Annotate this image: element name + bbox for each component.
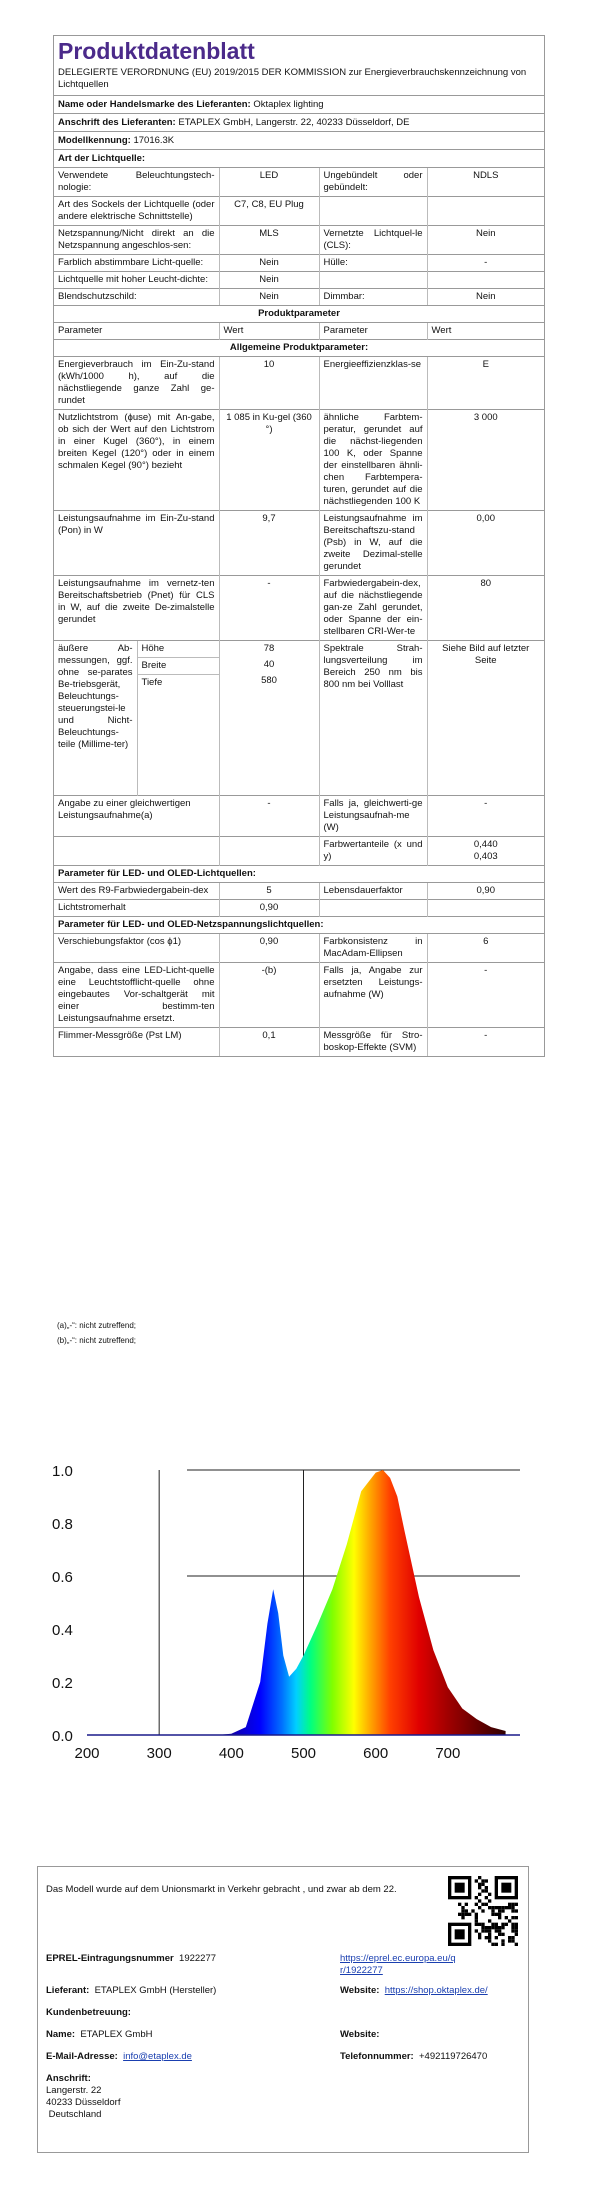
type-row	[54, 272, 544, 289]
pon-value: 9,7	[219, 511, 319, 576]
energy-value: 10	[219, 357, 319, 410]
name-row	[46, 2029, 152, 2040]
supplier-row	[46, 1985, 216, 1996]
r9-label: Wert des R9-Farbwiedergabein-dex	[54, 883, 219, 900]
website-link[interactable]: https://shop.oktaplex.de/	[384, 1985, 488, 1996]
col-param-2: Parameter	[319, 323, 427, 340]
flicker-label: Flimmer-Messgröße (Pst LM)	[54, 1028, 219, 1057]
footnotes	[57, 1318, 136, 1348]
website-label: Website:	[340, 1985, 380, 1996]
dim-width-label: Breite	[138, 658, 219, 675]
type-value-right	[427, 197, 544, 226]
equiv-value: -	[219, 796, 319, 837]
light-source-type-table	[54, 167, 544, 305]
x-tick-label: 700	[435, 1745, 461, 1762]
type-row	[54, 168, 544, 197]
email-row	[46, 2051, 192, 2062]
dim-depth-value: 580	[261, 675, 277, 686]
address-block	[46, 2073, 120, 2121]
type-value-left: Nein	[219, 272, 319, 289]
dimension-row	[54, 641, 544, 796]
r9-value: 5	[219, 883, 319, 900]
type-label-left: Farblich abstimmbare Licht-quelle:	[54, 255, 219, 272]
supplier-value: ETAPLEX GmbH (Hersteller)	[94, 1985, 217, 1996]
flicker-row	[54, 1028, 544, 1057]
type-label-left: Art des Sockels der Lichtquelle (oder andere elektrische Schnittstelle)	[54, 197, 219, 226]
equivalent-row	[54, 796, 544, 837]
mains-header: Parameter für LED- und OLED-Netzspannungslichtquellen:	[54, 917, 544, 934]
allgemeine-header: Allgemeine Produktparameter:	[54, 340, 544, 357]
spectral-label: Spektrale Strah-lungsverteilung im Bereich 250 nm bis 800 nm bei Volllast	[319, 641, 427, 796]
mains-header-row	[54, 917, 544, 934]
flux-label: Nutzlichtstrom (ɸuse) mit An-gabe, ob sich der Wert auf den Lichtstrom in einer Kugel (360°), in einem breiten Kegel (120°) oder in einem schmalen Kegel (90°) bezieht	[54, 410, 219, 511]
type-value-left: Nein	[219, 289, 319, 306]
website2-label: Website:	[340, 2029, 380, 2040]
cri-value: 80	[427, 576, 544, 641]
chroma-label: Farbwertanteile (x und y)	[319, 837, 427, 866]
type-label-right: Ungebündelt oder gebündelt:	[319, 168, 427, 197]
pnet-label: Leistungsaufnahme im vernetz-ten Bereitschaftsbetrieb (Pnet) für CLS in W, auf die zweite De-zimalstelle gerundet	[54, 576, 219, 641]
chroma-x-value: 0,440	[473, 839, 498, 850]
website2-row	[340, 2029, 379, 2040]
led-header-row	[54, 866, 544, 883]
type-value-right: -	[427, 255, 544, 272]
y-tick-label: 0.8	[52, 1516, 73, 1533]
svm-value: -	[427, 1028, 544, 1057]
dim-depth-label: Tiefe	[141, 677, 163, 688]
y-tick-label: 0.0	[52, 1728, 73, 1745]
pnet-value: -	[219, 576, 319, 641]
r9-row	[54, 883, 544, 900]
x-tick-label: 600	[363, 1745, 389, 1762]
spectrum-area	[87, 1470, 506, 1735]
maint-empty-value	[427, 900, 544, 917]
type-label-right: Dimmbar:	[319, 289, 427, 306]
flicker-value: 0,1	[219, 1028, 319, 1057]
supplier-name-row	[54, 95, 544, 113]
energy-label: Energieverbrauch im Ein-Zu-stand (kWh/1000 h), auf die nächstliegende ganze Zahl ge-rundet	[54, 357, 219, 410]
address-line-2: 40233 Düsseldorf	[46, 2097, 121, 2108]
type-label-left: Netzspannung/Nicht direkt an die Netzspannung angeschlos-sen:	[54, 226, 219, 255]
name-label: Name:	[46, 2029, 76, 2040]
type-row	[54, 289, 544, 306]
type-label-left: Verwendete Beleuchtungstech-nologie:	[54, 168, 219, 197]
chroma-empty-value	[219, 837, 319, 866]
spectral-value: Siehe Bild auf letzter Seite	[427, 641, 544, 796]
type-label: Art der Lichtquelle:	[58, 153, 146, 164]
model-label: Modellkennung:	[58, 135, 131, 146]
footnote-b: (b)„-“: nicht zutreffend;	[57, 1336, 136, 1345]
address-label: Anschrift:	[46, 2073, 91, 2084]
type-header	[54, 149, 544, 167]
dimension-label: äußere Ab-messungen, ggf. ohne se-parates Be-triebsgerät, Beleuchtungs-steuerungstei-le und Nicht-Beleuchtungs-teile (Millime-ter)	[54, 641, 137, 796]
dim-width-value: 40	[263, 659, 275, 670]
type-label-left: Lichtquelle mit hoher Leucht-dichte:	[54, 272, 219, 289]
cosphi-label: Verschiebungsfaktor (cos ϕ1)	[54, 934, 219, 963]
type-value-left: Nein	[219, 255, 319, 272]
supplier-address-value: ETAPLEX GmbH, Langerstr. 22, 40233 Düsseldorf, DE	[178, 117, 410, 128]
cri-label: Farbwiedergabein-dex, auf die nächstliegende gan-ze Zahl gerundet, oder Spanne der ein-stellbaren CRI-Wer-te	[319, 576, 427, 641]
market-text: Das Modell wurde auf dem Unionsmarkt in Verkehr gebracht , und zwar ab dem 22.	[46, 1884, 397, 1895]
produktparameter-header-row	[54, 306, 544, 323]
phone-label: Telefonnummer:	[340, 2051, 414, 2062]
chroma-y-value: 0,403	[473, 851, 498, 862]
x-tick-label: 200	[74, 1745, 100, 1762]
replace-value: -(b)	[219, 963, 319, 1028]
name-value: ETAPLEX GmbH	[80, 2029, 153, 2040]
type-value-right: Nein	[427, 289, 544, 306]
equiv-label: Angabe zu einer gleichwertigen Leistungsaufnahme(a)	[54, 796, 219, 837]
chromaticity-row	[54, 837, 544, 866]
dim-height-value: 78	[263, 643, 275, 654]
type-value-left: MLS	[219, 226, 319, 255]
life-value: 0,90	[427, 883, 544, 900]
pnet-row	[54, 576, 544, 641]
page-title: Produktdatenblatt	[58, 38, 255, 64]
website-row	[340, 1985, 488, 1996]
life-label: Lebensdauerfaktor	[319, 883, 427, 900]
col-param-1: Parameter	[54, 323, 219, 340]
y-tick-label: 0.2	[52, 1675, 73, 1692]
supplier-label: Lieferant:	[46, 1985, 90, 1996]
address-line-1: Langerstr. 22	[46, 2085, 102, 2096]
type-label-right	[319, 272, 427, 289]
type-value-left: LED	[219, 168, 319, 197]
type-label-right	[319, 197, 427, 226]
chroma-empty-label	[54, 837, 219, 866]
product-information-box	[37, 1866, 529, 2153]
macadam-label: Farbkonsistenz in MacAdam-Ellipsen	[319, 934, 427, 963]
type-value-right: NDLS	[427, 168, 544, 197]
pon-row	[54, 511, 544, 576]
replacement-row	[54, 963, 544, 1028]
customer-service-row	[46, 2007, 131, 2018]
supplier-name-value: Oktaplex lighting	[253, 99, 324, 110]
column-header-row	[54, 323, 544, 340]
y-tick-label: 1.0	[52, 1463, 73, 1480]
flux-row	[54, 410, 544, 511]
cosphi-row	[54, 934, 544, 963]
equiv2-value: -	[427, 796, 544, 837]
eprel-value: 1922277	[179, 1953, 217, 1964]
supplier-name-label: Name oder Handelsmarke des Lieferanten:	[58, 99, 251, 110]
spectral-distribution-chart	[40, 1450, 540, 1770]
maint-label: Lichtstromerhalt	[54, 900, 219, 917]
cosphi-value: 0,90	[219, 934, 319, 963]
qr-code-icon	[448, 1876, 518, 1946]
pon-label: Leistungsaufnahme im Ein-Zu-stand (Pon) in W	[54, 511, 219, 576]
supplier-address-row	[54, 113, 544, 131]
eeclass-label: Energieeffizienzklas-se	[319, 357, 427, 410]
type-value-left: C7, C8, EU Plug	[219, 197, 319, 226]
type-value-right	[427, 272, 544, 289]
dimension-values	[219, 641, 319, 796]
eprel-link[interactable]: https://eprel.ec.europa.eu/qr/1922277	[340, 1953, 456, 1976]
eprel-row	[46, 1953, 216, 1964]
phone-value: +492119726470	[419, 2051, 488, 2062]
replace2-value: -	[427, 963, 544, 1028]
type-label-right: Vernetzte Lichtquel-le (CLS):	[319, 226, 427, 255]
email-link[interactable]: info@etaplex.de	[123, 2051, 192, 2062]
psb-value: 0,00	[427, 511, 544, 576]
maint-value: 0,90	[219, 900, 319, 917]
dim-height-label: Höhe	[138, 641, 219, 658]
type-row	[54, 197, 544, 226]
produktparameter-header: Produktparameter	[54, 306, 544, 323]
dimension-sublabels	[137, 641, 219, 796]
regulation-subtitle: DELEGIERTE VERORDNUNG (EU) 2019/2015 DER KOMMISSION zur Energieverbrauchskennzeichnung von Lichtquellen	[58, 67, 527, 90]
customer-label: Kundenbetreuung:	[46, 2007, 131, 2018]
x-tick-label: 300	[146, 1745, 172, 1762]
type-label-left: Blendschutzschild:	[54, 289, 219, 306]
maintenance-row	[54, 900, 544, 917]
col-wert-2: Wert	[427, 323, 544, 340]
chroma-values	[427, 837, 544, 866]
svm-label: Messgröße für Stro-boskop-Effekte (SVM)	[319, 1028, 427, 1057]
email-label: E-Mail-Adresse:	[46, 2051, 118, 2062]
footnote-a: (a)„-“: nicht zutreffend;	[57, 1321, 136, 1330]
replace2-label: Falls ja, Angabe zur ersetzten Leistungs-aufnahme (W)	[319, 963, 427, 1028]
psb-label: Leistungsaufnahme im Bereitschaftszu-stand (Psb) in W, auf die zweite Dezimal-stelle gerundet	[319, 511, 427, 576]
y-tick-label: 0.4	[52, 1622, 73, 1639]
model-value: 17016.3K	[133, 135, 175, 146]
eprel-label: EPREL-Eintragungsnummer	[46, 1953, 174, 1964]
energy-row	[54, 357, 544, 410]
col-wert-1: Wert	[219, 323, 319, 340]
product-datasheet	[53, 35, 545, 1057]
type-label-right: Hülle:	[319, 255, 427, 272]
replace-label: Angabe, dass eine LED-Licht-quelle eine Leuchtstofflicht-quelle ohne eingebautes Vor-schaltgerät mit einer bestimm-ten Leistungsaufnahme ersetzt.	[54, 963, 219, 1028]
equiv2-label: Falls ja, gleichwerti-ge Leistungsaufnah-me (W)	[319, 796, 427, 837]
type-value-right: Nein	[427, 226, 544, 255]
eeclass-value: E	[427, 357, 544, 410]
type-row	[54, 255, 544, 272]
x-tick-label: 400	[218, 1745, 244, 1762]
model-row	[54, 131, 544, 149]
x-tick-label: 500	[290, 1745, 317, 1762]
address-line-3: Deutschland	[46, 2109, 102, 2120]
parameter-table	[54, 305, 544, 1056]
macadam-value: 6	[427, 934, 544, 963]
phone-row	[340, 2051, 487, 2062]
cct-value: 3 000	[427, 410, 544, 511]
cct-label: ähnliche Farbtem-peratur, gerundet auf die nächst-liegenden 100 K, oder Spanne der einstellbaren ähnli-chen Farbtempera-turen, gerundet auf die nächstliegenden 100 K	[319, 410, 427, 511]
maint-empty-label	[319, 900, 427, 917]
type-row	[54, 226, 544, 255]
allgemeine-header-row	[54, 340, 544, 357]
led-header: Parameter für LED- und OLED-Lichtquellen:	[54, 866, 544, 883]
y-tick-label: 0.6	[52, 1569, 73, 1586]
supplier-address-label: Anschrift des Lieferanten:	[58, 117, 176, 128]
flux-value: 1 085 in Ku-gel (360 °)	[219, 410, 319, 511]
